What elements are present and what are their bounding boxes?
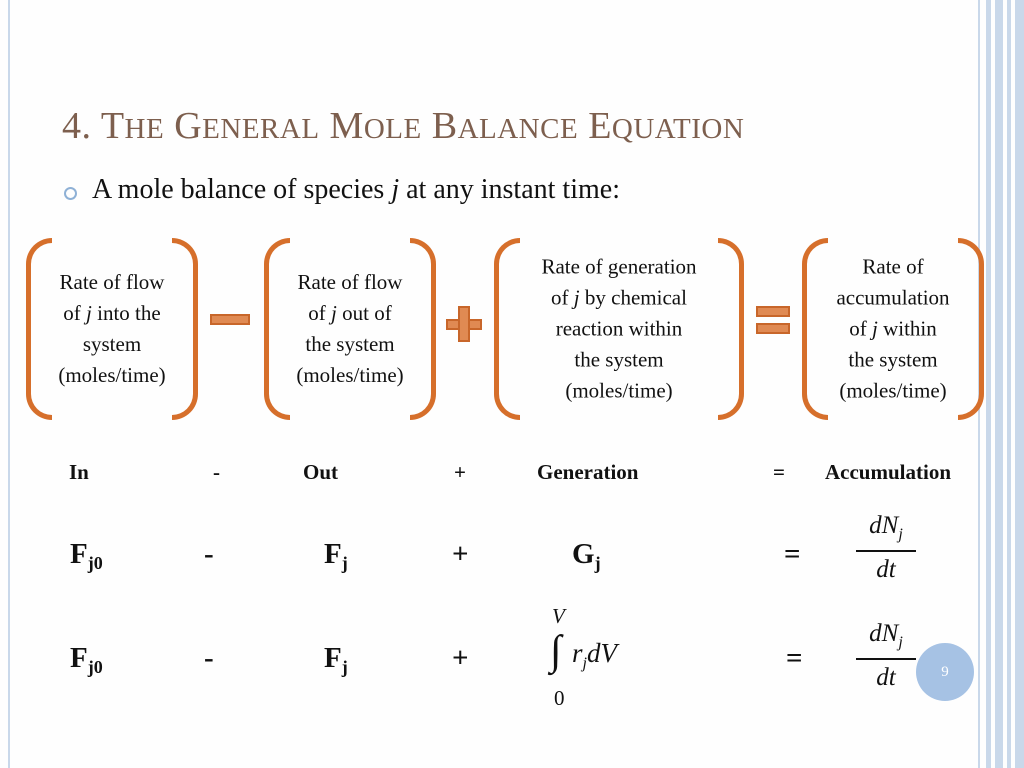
eq2-minus: - — [204, 642, 214, 674]
box-rate-accumulation-text: Rate of accumulation of j within the system (moles/time) — [836, 254, 950, 403]
box-rate-in — [26, 238, 198, 420]
decor-line-5 — [1015, 0, 1024, 768]
box-rate-accumulation — [802, 238, 984, 420]
integral-sign-icon: ∫ — [550, 628, 562, 674]
integrand: $r_jdV$ — [572, 638, 617, 672]
eq1-derivative: $dN_j$ dt — [856, 512, 916, 584]
eq2-fj0: $F_{j0}$ — [70, 642, 103, 677]
eq1-fj: $F_j$ — [324, 538, 348, 573]
box-rate-generation — [494, 238, 744, 420]
eq2-derivative: $dN_j$ dt — [856, 620, 916, 692]
label-minus: - — [213, 460, 220, 484]
decor-line-3 — [995, 0, 1003, 768]
decor-line-left — [8, 0, 10, 768]
integral-lower-limit: 0 — [554, 686, 565, 710]
integral-upper-limit: V — [552, 604, 565, 628]
page-number-badge: 9 — [916, 643, 974, 701]
box-rate-out-text: Rate of flow of j out of the system (moles/time) — [296, 270, 404, 387]
eq1-minus: - — [204, 538, 214, 570]
eq2-plus: + — [452, 642, 469, 674]
decor-line-2 — [986, 0, 991, 768]
plus-icon — [446, 306, 482, 342]
label-equals: = — [773, 460, 785, 484]
label-out: Out — [303, 460, 339, 484]
eq1-fj0: $F_{j0}$ — [70, 538, 103, 573]
label-in: In — [69, 460, 89, 484]
box-rate-in-text: Rate of flow of j into the system (moles/time) — [58, 270, 166, 387]
eq1-plus: + — [452, 538, 469, 570]
equals-icon — [756, 306, 790, 334]
label-plus: + — [454, 460, 466, 484]
label-accumulation: Accumulation — [825, 460, 951, 484]
minus-icon — [210, 314, 250, 325]
slide-title: 4. THE GENERAL MOLE BALANCE EQUATION — [62, 105, 745, 147]
decor-line-4 — [1007, 0, 1011, 768]
label-generation: Generation — [537, 460, 639, 484]
eq2-equals: = — [786, 642, 803, 674]
eq1-gj: $G_j$ — [572, 538, 601, 573]
eq2-integral — [550, 604, 650, 714]
eq1-equals: = — [784, 538, 801, 570]
eq2-fj: $F_j$ — [324, 642, 348, 677]
bullet-circle-icon — [64, 187, 77, 200]
bullet-text: A mole balance of species j at any instant time: — [92, 174, 620, 205]
box-rate-generation-text: Rate of generation of j by chemical reaction within the system (moles/time) — [541, 254, 697, 403]
box-rate-out — [264, 238, 436, 420]
